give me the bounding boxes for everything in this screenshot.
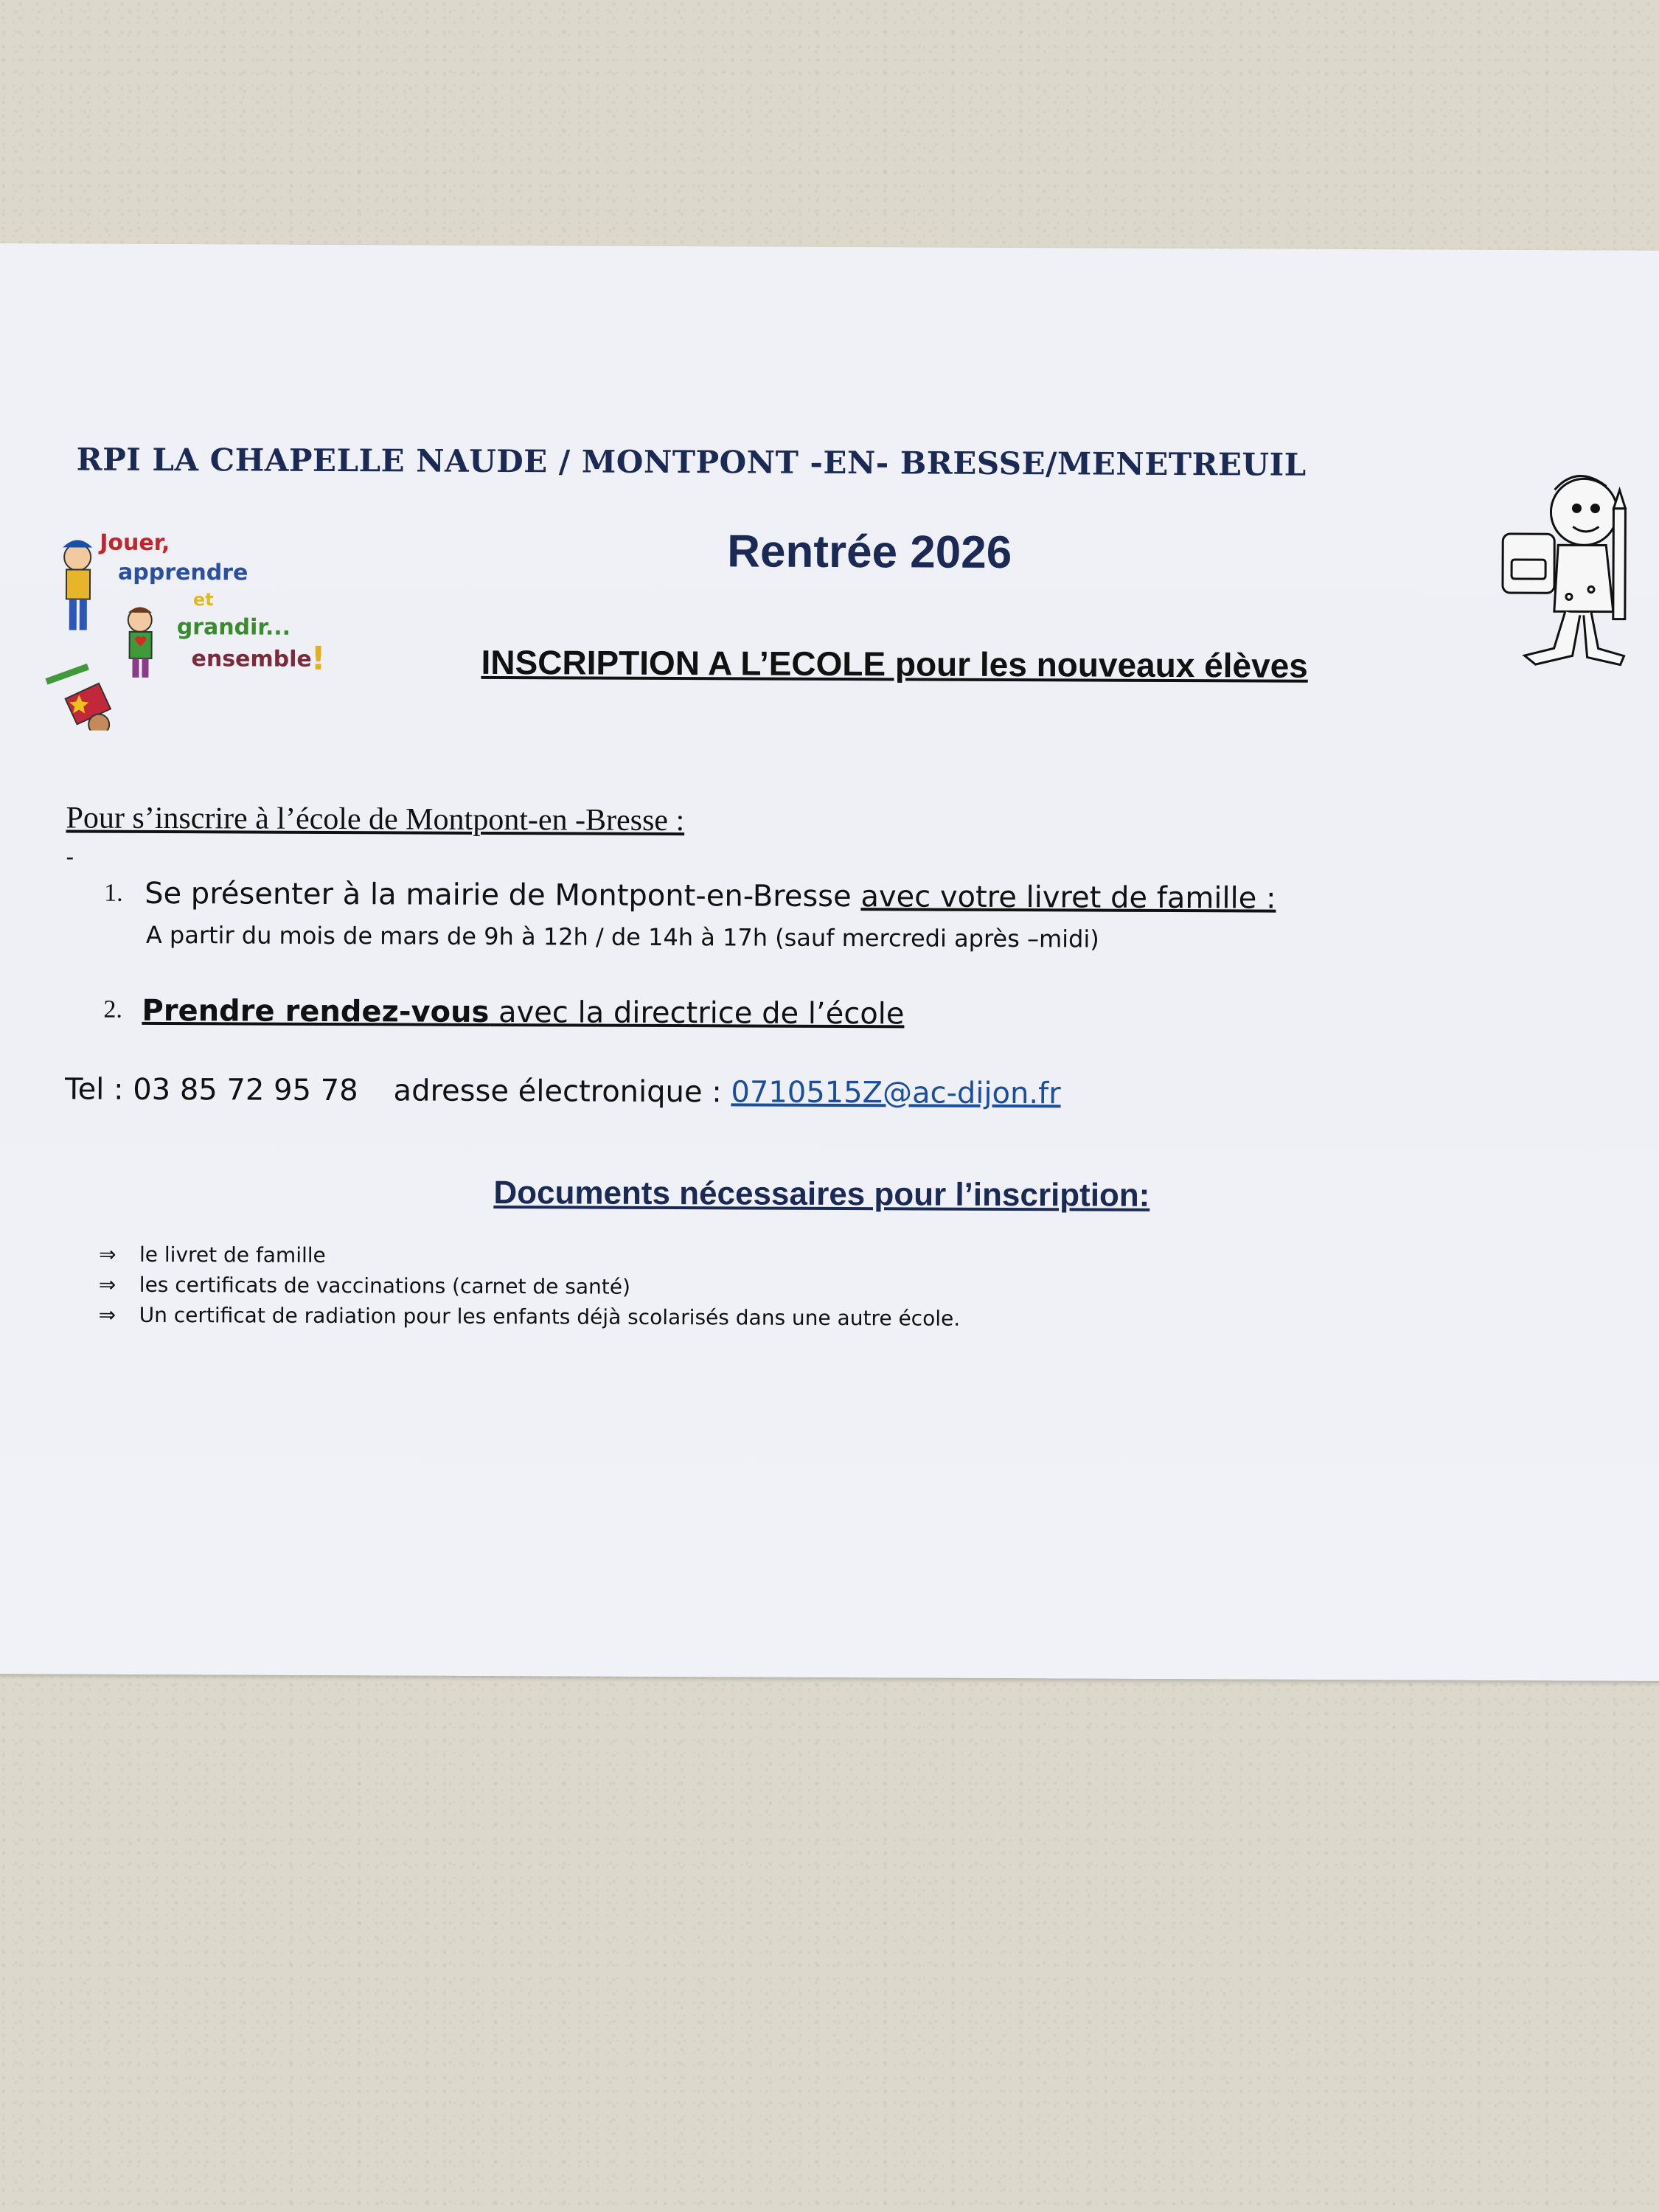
phone-number: Tel : 03 85 72 95 78	[64, 1072, 358, 1108]
logo-word-et: et	[192, 589, 214, 611]
step-2-text	[142, 994, 904, 1032]
document-item	[99, 1239, 961, 1273]
document-item-text: les certificats de vaccinations (carnet de santé)	[139, 1272, 631, 1299]
schoolboy-illustration	[1495, 456, 1650, 671]
school-logo	[36, 531, 347, 731]
documents-title: Documents nécessaires pour l’inscription:	[493, 1174, 1150, 1214]
rpi-header: RPI LA CHAPELLE NAUDE / MONTPONT -EN- BRESSE/MENETREUIL	[76, 441, 1307, 483]
logo-exclamation: !	[310, 639, 326, 678]
arrow-icon: ⇒	[98, 1242, 116, 1267]
step-1-main: Se présenter à la mairie de Montpont-en-Bresse	[145, 876, 861, 914]
step-1-hours: A partir du mois de mars de 9h à 12h / de 14h à 17h (sauf mercredi après –midi)	[145, 920, 1099, 953]
logo-word-jouer: Jouer,	[100, 529, 170, 557]
document-item-text: le livret de famille	[139, 1242, 326, 1267]
documents-list	[99, 1239, 961, 1334]
step-number-2: 2.	[103, 995, 123, 1023]
email-link[interactable]: 0710515Z@ac-dijon.fr	[731, 1075, 1061, 1111]
page-title: Rentrée 2026	[727, 526, 1012, 579]
step-2-bold: Prendre rendez-vous	[142, 993, 490, 1029]
contact-line	[65, 1072, 1061, 1110]
arrow-icon: ⇒	[98, 1272, 116, 1297]
document-item-text: Un certificat de radiation pour les enfants déjà scolarisés dans une autre école.	[139, 1302, 961, 1331]
schoolboy-icon	[1495, 456, 1650, 671]
step-2-rest: avec la directrice de l’école	[489, 995, 905, 1032]
page-subtitle: INSCRIPTION A L’ECOLE pour les nouveaux élèves	[481, 642, 1308, 685]
document-item	[99, 1270, 961, 1304]
logo-word-grandir: grandir...	[176, 614, 291, 641]
intro-line: Pour s’inscrire à l’école de Montpont-en -Bresse :	[66, 801, 685, 838]
document-item	[99, 1300, 961, 1334]
step-number-1: 1.	[104, 879, 123, 907]
paper-sheet	[0, 243, 1659, 1681]
dash-mark: -	[66, 844, 74, 871]
arrow-icon: ⇒	[98, 1302, 116, 1327]
logo-word-apprendre: apprendre	[117, 559, 248, 586]
logo-word-ensemble: ensemble	[191, 646, 312, 672]
email-label: adresse électronique :	[393, 1074, 731, 1110]
step-1-underlined: avec votre livret de famille :	[860, 880, 1276, 916]
step-1-text	[145, 877, 1276, 916]
